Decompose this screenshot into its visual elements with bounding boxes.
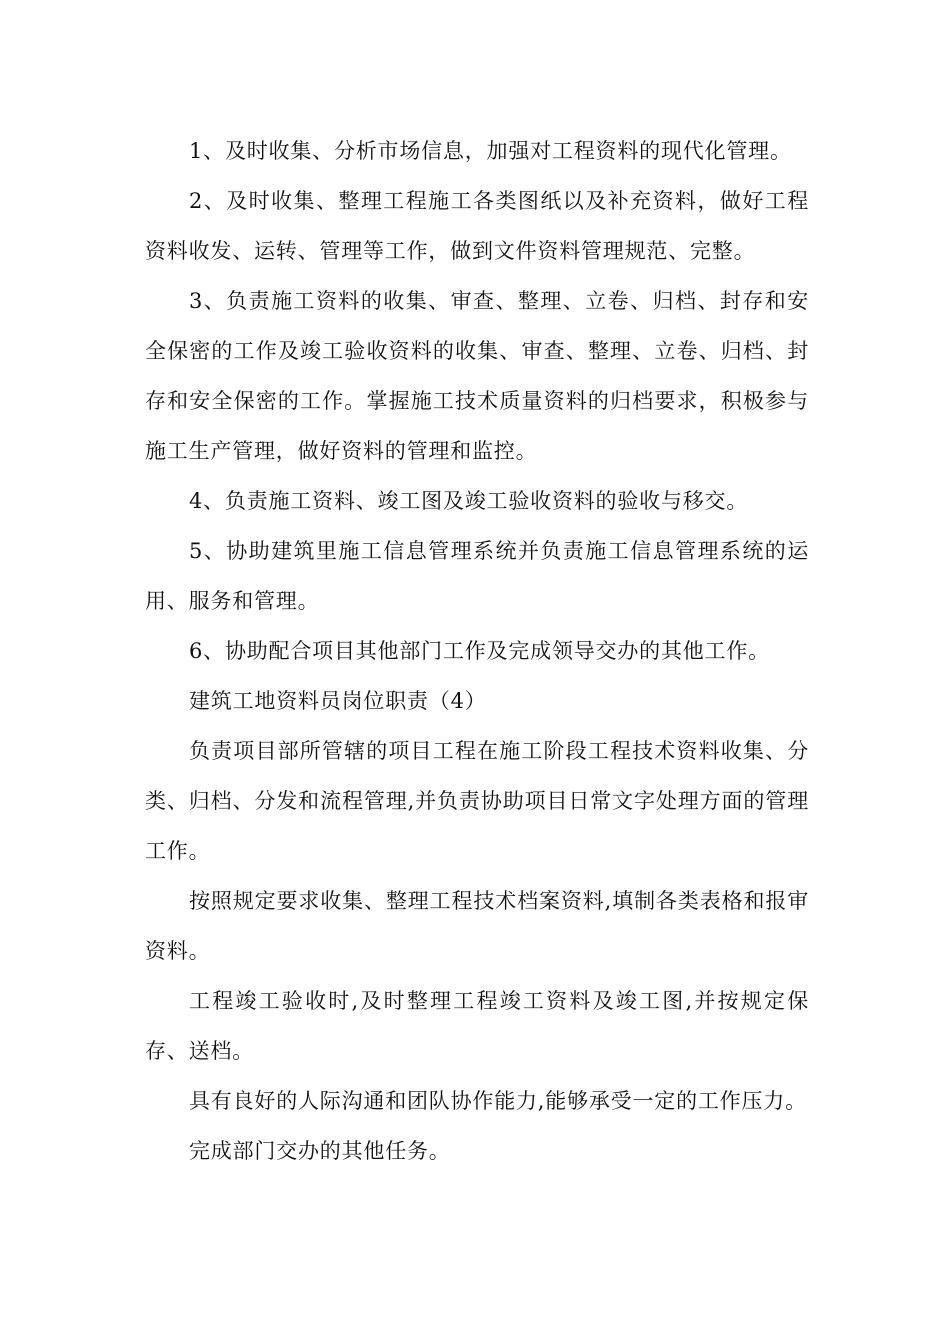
paragraph-other-tasks: 完成部门交办的其他任务。 (189, 1139, 451, 1163)
paragraph-archive-collection: 按照规定要求收集、整理工程技术档案资料,填制各类表格和报审资料。 (145, 889, 809, 963)
paragraph-duty-5: 5、协助建筑里施工信息管理系统并负责施工信息管理系统的运用、服务和管理。 (145, 539, 809, 613)
document-body (145, 126, 809, 1176)
paragraph-duty-3: 3、负责施工资料的收集、审查、整理、立卷、归档、封存和安全保密的工作及竣工验收资料的收集、审查、整理、立卷、归档、封存和安全保密的工作。掌握施工技术质量资料的归档要求，积极参与施工生产管理，做好资料的管理和监控。 (145, 289, 809, 463)
paragraph-communication-skills: 具有良好的人际沟通和团队协作能力,能够承受一定的工作压力。 (189, 1089, 807, 1113)
paragraph-completion-acceptance: 工程竣工验收时,及时整理工程竣工资料及竣工图,并按规定保存、送档。 (145, 989, 809, 1063)
paragraph-duty-2: 2、及时收集、整理工程施工各类图纸以及补充资料，做好工程资料收发、运转、管理等工作，做到文件资料管理规范、完整。 (145, 189, 809, 263)
paragraph-duty-4: 4、负责施工资料、竣工图及竣工验收资料的验收与移交。 (189, 489, 749, 513)
section-heading: 建筑工地资料员岗位职责（4） (189, 689, 487, 713)
paragraph-duty-6: 6、协助配合项目其他部门工作及完成领导交办的其他工作。 (189, 639, 770, 663)
paragraph-project-records: 负责项目部所管辖的项目工程在施工阶段工程技术资料收集、分类、归档、分发和流程管理,并负责协助项目日常文字处理方面的管理工作。 (145, 739, 809, 863)
paragraph-duty-1: 1、及时收集、分析市场信息，加强对工程资料的现代化管理。 (189, 139, 792, 163)
